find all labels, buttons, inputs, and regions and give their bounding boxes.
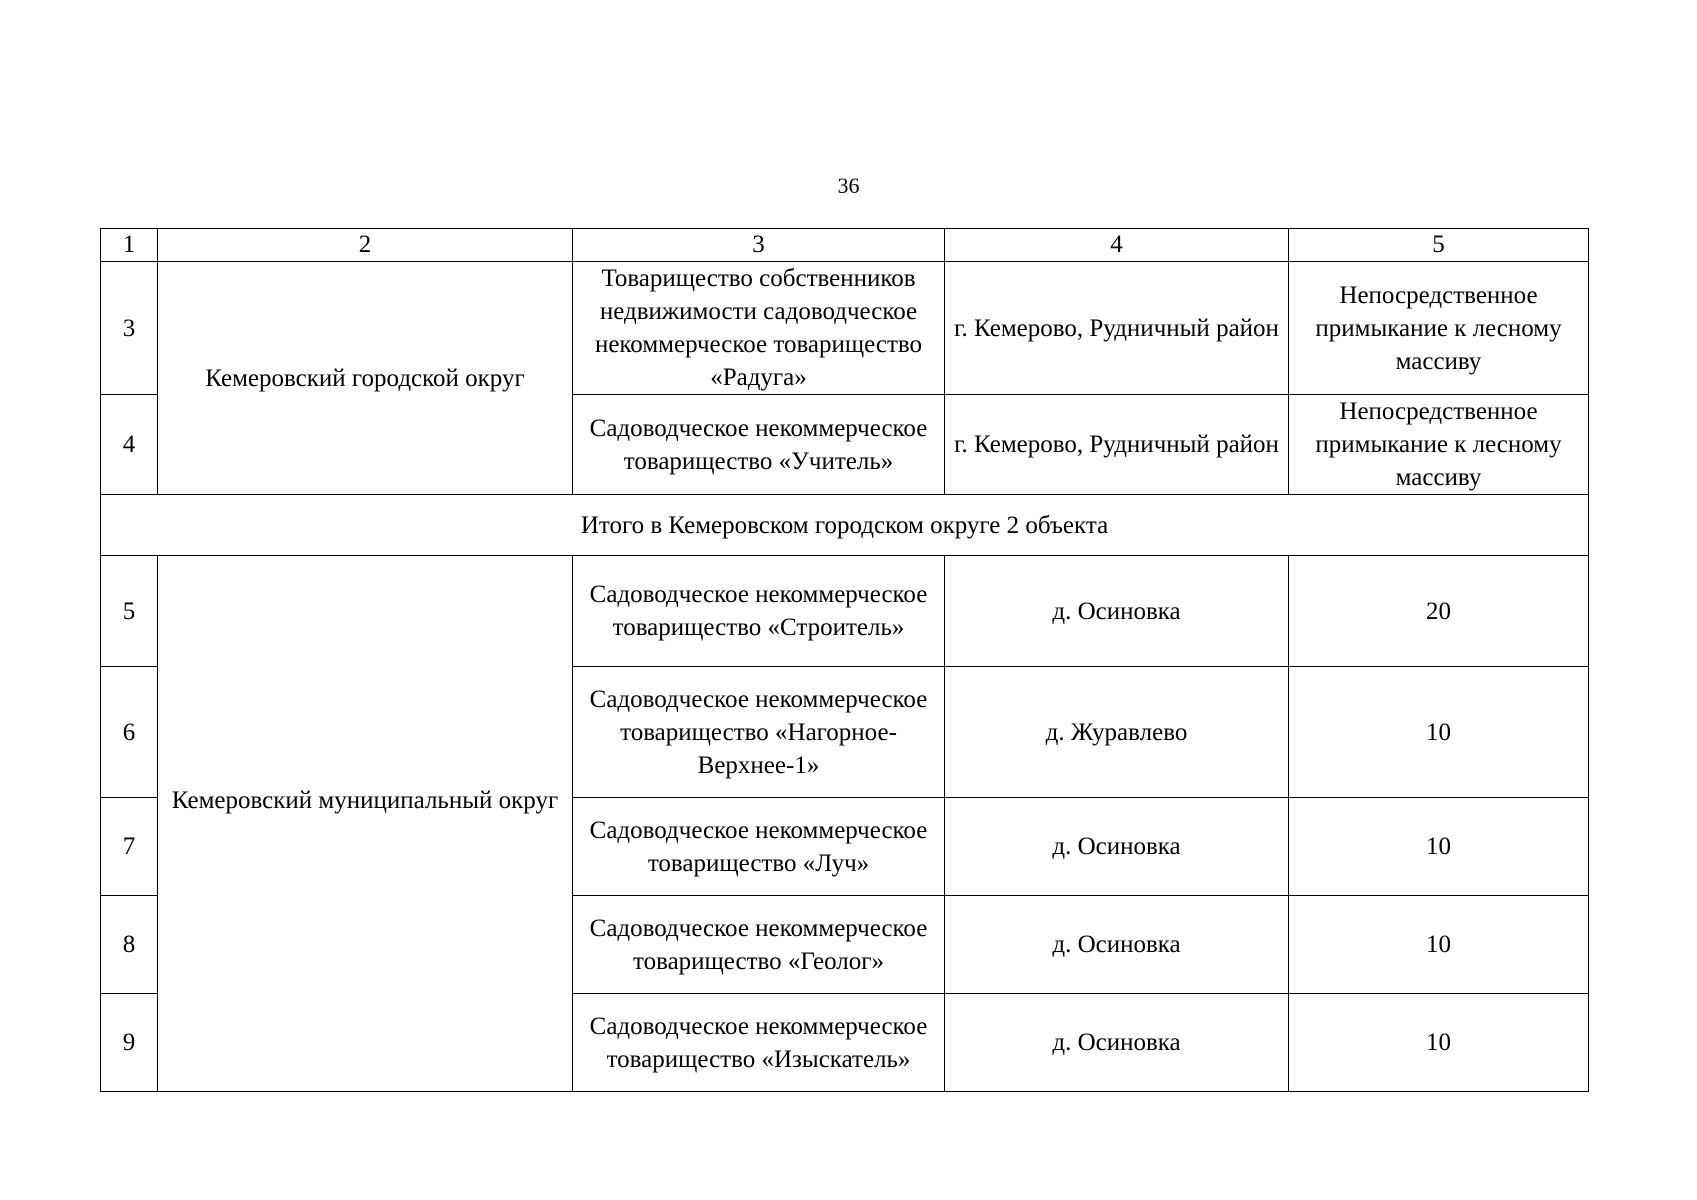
row-number: 6 xyxy=(101,667,158,798)
column-header-4: 4 xyxy=(945,229,1289,262)
organization-name: Товарищество собственников недвижимости садоводческое некоммерческое товарищество «Радуга» xyxy=(573,262,945,395)
row-number: 3 xyxy=(101,262,158,395)
location: г. Кемерово, Рудничный район xyxy=(945,262,1289,395)
location: д. Осиновка xyxy=(945,994,1289,1092)
column-header-5: 5 xyxy=(1289,229,1589,262)
organization-name: Садоводческое некоммерческое товарищество «Учитель» xyxy=(573,395,945,495)
organization-name: Садоводческое некоммерческое товарищество «Нагорное-Верхнее-1» xyxy=(573,667,945,798)
row-number: 8 xyxy=(101,896,158,994)
location: д. Осиновка xyxy=(945,798,1289,896)
total-text: Итого в Кемеровском городском округе 2 объекта xyxy=(101,495,1589,556)
column-header-3: 3 xyxy=(573,229,945,262)
location: д. Осиновка xyxy=(945,896,1289,994)
row-number: 7 xyxy=(101,798,158,896)
organization-name: Садоводческое некоммерческое товарищество «Луч» xyxy=(573,798,945,896)
table-header-row xyxy=(101,229,1589,262)
district-cell: Кемеровский городской округ xyxy=(158,262,573,495)
organization-name: Садоводческое некоммерческое товарищество «Геолог» xyxy=(573,896,945,994)
location: д. Журавлево xyxy=(945,667,1289,798)
organization-name: Садоводческое некоммерческое товарищество «Изыскатель» xyxy=(573,994,945,1092)
value-cell: 10 xyxy=(1289,667,1589,798)
objects-table xyxy=(100,228,1589,1092)
table-row xyxy=(101,556,1589,667)
district-cell xyxy=(158,556,573,1092)
row-number: 4 xyxy=(101,395,158,495)
row-number: 9 xyxy=(101,994,158,1092)
value-cell: 10 xyxy=(1289,994,1589,1092)
value-cell: 10 xyxy=(1289,798,1589,896)
page-number: 36 xyxy=(837,173,860,198)
location: д. Осиновка xyxy=(945,556,1289,667)
district-label: Кемеровский муниципальный округ xyxy=(171,786,559,814)
table-row xyxy=(101,262,1589,395)
value-cell: Непосредственное примыкание к лесному массиву xyxy=(1289,262,1589,395)
location: г. Кемерово, Рудничный район xyxy=(945,395,1289,495)
organization-name: Садоводческое некоммерческое товарищество «Строитель» xyxy=(573,556,945,667)
value-cell: Непосредственное примыкание к лесному массиву xyxy=(1289,395,1589,495)
value-cell: 20 xyxy=(1289,556,1589,667)
row-number: 5 xyxy=(101,556,158,667)
value-cell: 10 xyxy=(1289,896,1589,994)
column-header-2: 2 xyxy=(158,229,573,262)
total-row xyxy=(101,495,1589,556)
column-header-1: 1 xyxy=(101,229,158,262)
